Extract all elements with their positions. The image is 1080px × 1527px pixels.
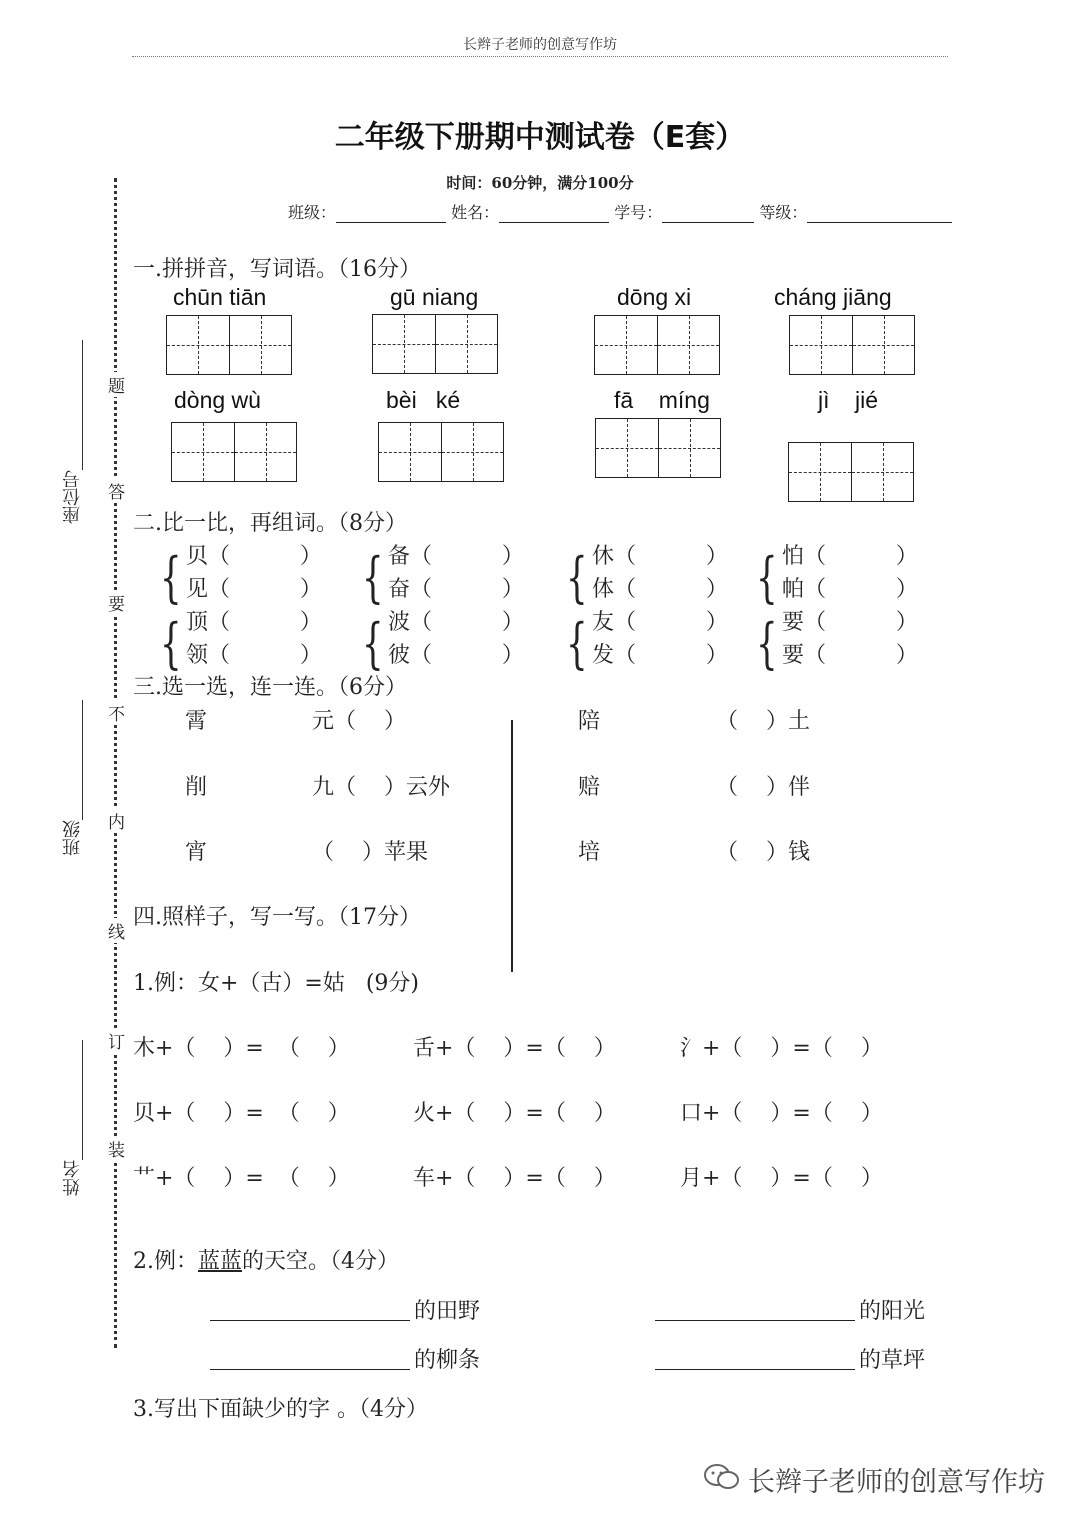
class-label: 班级：	[288, 203, 337, 222]
fill-item[interactable]: 氵+（ ）=（ ）	[680, 1036, 883, 1061]
answer-blank[interactable]	[210, 1320, 410, 1321]
match-word[interactable]: （ ）苹果	[312, 840, 428, 865]
compare-item[interactable]: 休（ ）	[592, 544, 728, 569]
phrase-suffix: 的田野	[414, 1299, 481, 1324]
class-side-blank[interactable]	[82, 700, 83, 820]
writing-grid[interactable]	[595, 418, 721, 478]
pinyin: chūn tiān	[173, 284, 267, 310]
compare-item[interactable]: 发（ ）	[592, 643, 728, 668]
compare-item[interactable]: 领（ ）	[186, 643, 322, 668]
phrase-suffix: 的柳条	[414, 1348, 481, 1373]
compare-item[interactable]: 波（ ）	[388, 610, 524, 635]
phrase-suffix: 的阳光	[859, 1299, 926, 1324]
brace-icon: {	[566, 546, 588, 611]
pinyin: dòng wù	[174, 387, 261, 413]
match-char[interactable]: 宵	[185, 840, 208, 865]
grade-blank[interactable]	[807, 204, 952, 223]
match-word[interactable]: 九（ ）云外	[312, 775, 450, 800]
writing-grid[interactable]	[594, 315, 720, 375]
time-info: 时间：60分钟，满分100分	[446, 174, 634, 192]
compare-item[interactable]: 奋（ ）	[388, 577, 524, 602]
page-title: 二年级下册期中测试卷（E套）	[334, 120, 746, 155]
brace-icon: {	[756, 546, 778, 611]
fill-item[interactable]: 火+（ ）=（ ）	[413, 1101, 616, 1126]
name-side-label: 姓名	[62, 1160, 83, 1196]
compare-item[interactable]: 怕（ ）	[782, 544, 918, 569]
page-header: 长辫子老师的创意写作坊	[463, 37, 617, 53]
writing-grid[interactable]	[166, 315, 292, 375]
example-2-prefix: 2.例：	[133, 1249, 198, 1274]
match-word[interactable]: （ ）土	[716, 709, 810, 734]
example-3: 3.写出下面缺少的字 。（4分）	[133, 1397, 428, 1422]
fill-item[interactable]: 贝+（ ）= （ ）	[133, 1101, 350, 1126]
id-blank[interactable]	[662, 204, 754, 223]
compare-item[interactable]: 顶（ ）	[186, 610, 322, 635]
id-label: 学号：	[614, 203, 663, 222]
section-1-title: 一.拼拼音，写词语。（16分）	[133, 257, 421, 282]
fill-item[interactable]: 车+（ ）=（ ）	[413, 1166, 616, 1191]
compare-item[interactable]: 要（ ）	[782, 643, 918, 668]
match-word[interactable]: （ ）伴	[716, 775, 810, 800]
seal-char: 题	[108, 372, 125, 397]
compare-item[interactable]: 备（ ）	[388, 544, 524, 569]
name-label: 姓名：	[451, 203, 500, 222]
pinyin: gū niang	[390, 284, 479, 310]
column-divider	[511, 720, 513, 972]
answer-blank[interactable]	[655, 1320, 855, 1321]
compare-item[interactable]: 贝（ ）	[186, 544, 322, 569]
brace-icon: {	[756, 612, 778, 677]
grade-label: 等级：	[759, 203, 808, 222]
wechat-icon	[702, 1462, 742, 1492]
fill-item[interactable]: 月+（ ）=（ ）	[680, 1166, 883, 1191]
match-char[interactable]: 培	[578, 840, 601, 865]
phrase-suffix: 的草坪	[859, 1348, 926, 1373]
writing-grid[interactable]	[789, 315, 915, 375]
brace-icon: {	[362, 612, 384, 677]
compare-item[interactable]: 彼（ ）	[388, 643, 524, 668]
example-1: 1.例：女+（古）=姑 (9分)	[133, 971, 420, 996]
section-4-title: 四.照样子，写一写。（17分）	[133, 905, 421, 930]
pinyin: cháng jiāng	[774, 284, 892, 310]
binding-dotted-line	[114, 178, 117, 1348]
seal-char: 要	[108, 590, 125, 615]
info-line	[288, 200, 952, 223]
match-word[interactable]: （ ）钱	[716, 840, 810, 865]
compare-item[interactable]: 要（ ）	[782, 610, 918, 635]
seal-char: 装	[108, 1136, 125, 1161]
writing-grid[interactable]	[372, 314, 498, 374]
compare-item[interactable]: 帕（ ）	[782, 577, 918, 602]
pinyin: jì jié	[818, 387, 879, 413]
fill-item[interactable]: 口+（ ）=（ ）	[680, 1101, 883, 1126]
pinyin: fā míng	[614, 387, 710, 413]
writing-grid[interactable]	[788, 442, 914, 502]
watermark-text: 长辫子老师的创意写作坊	[748, 1467, 1045, 1498]
answer-blank[interactable]	[655, 1369, 855, 1370]
example-2-suffix: 的天空。（4分）	[242, 1249, 400, 1274]
seat-label: 座位号	[62, 470, 83, 524]
seal-char: 不	[108, 700, 125, 725]
pinyin: bèi ké	[386, 387, 461, 413]
brace-icon: {	[160, 612, 182, 677]
fill-item[interactable]: 木+（ ）= （ ）	[133, 1036, 350, 1061]
seat-blank[interactable]	[82, 340, 83, 470]
seal-char: 线	[108, 918, 125, 943]
section-2-title: 二.比一比，再组词。（8分）	[133, 511, 407, 536]
class-blank[interactable]	[336, 204, 446, 223]
match-char[interactable]: 赔	[578, 775, 601, 800]
brace-icon: {	[362, 546, 384, 611]
compare-item[interactable]: 体（ ）	[592, 577, 728, 602]
section-3-title: 三.选一选，连一连。（6分）	[133, 675, 407, 700]
brace-icon: {	[566, 612, 588, 677]
example-2	[133, 1244, 399, 1275]
header-divider	[132, 56, 948, 57]
seal-char: 订	[108, 1028, 125, 1053]
match-char[interactable]: 陪	[578, 709, 601, 734]
answer-blank[interactable]	[210, 1369, 410, 1370]
fill-item[interactable]: 艹+（ ）= （ ）	[133, 1166, 350, 1191]
example-2-underlined: 蓝蓝	[198, 1249, 243, 1274]
fill-item[interactable]: 舌+（ ）=（ ）	[413, 1036, 616, 1061]
class-side-label: 班级	[62, 820, 83, 856]
writing-grid[interactable]	[378, 422, 504, 482]
match-word[interactable]: 元（ ）	[312, 709, 406, 734]
writing-grid[interactable]	[171, 422, 297, 482]
seal-char: 答	[108, 478, 125, 503]
name-blank[interactable]	[499, 204, 609, 223]
compare-item[interactable]: 友（ ）	[592, 610, 728, 635]
compare-item[interactable]: 见（ ）	[186, 577, 322, 602]
brace-icon: {	[160, 546, 182, 611]
match-char[interactable]: 削	[185, 775, 208, 800]
seal-char: 内	[108, 808, 125, 833]
name-side-blank[interactable]	[82, 1040, 83, 1160]
pinyin: dōng xi	[617, 284, 692, 310]
match-char[interactable]: 霄	[185, 709, 208, 734]
